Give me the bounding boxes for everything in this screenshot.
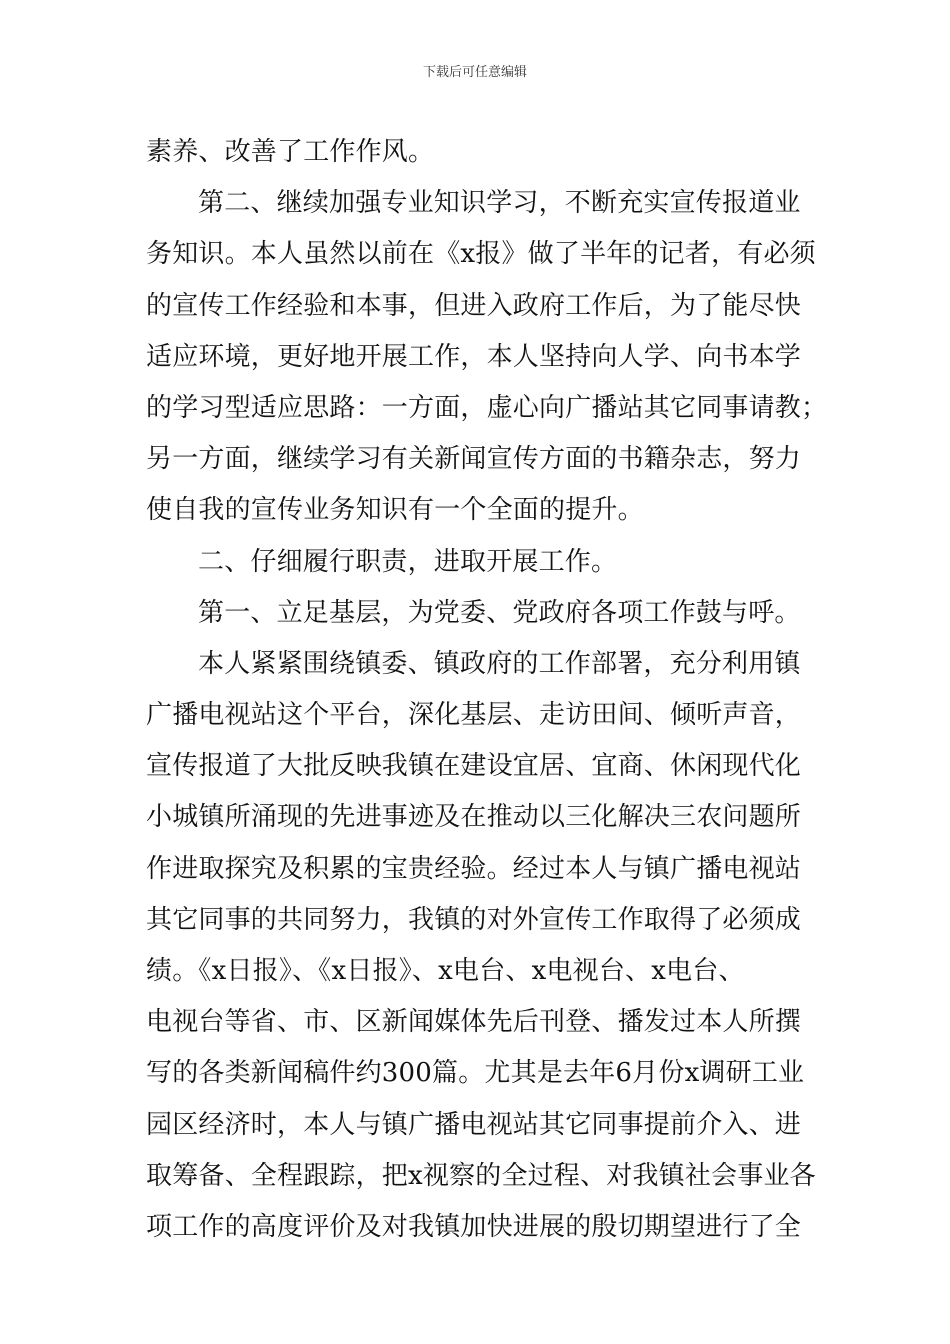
text-line: 电视台等省、市、区新闻媒体先后刊登、播发过本人所撰 [146,1007,802,1038]
page-header: 下载后可任意编辑 [422,65,527,80]
text-line: 务知识。本人虽然以前在《x报》做了半年的记者，有必须 [146,239,816,270]
text-line: 素养、改善了工作作风。 [146,137,435,167]
text-line: 广播电视站这个平台，深化基层、走访田间、倾听声音， [146,700,802,731]
text-line: 取筹备、全程跟踪，把x视察的全过程、对我镇社会事业各 [146,1160,816,1191]
paragraph-start-line: 第二、继续加强专业知识学习，不断充实宣传报道业 [198,188,801,219]
text-line: 的宣传工作经验和本事，但进入政府工作后，为了能尽快 [146,290,802,321]
text-line: 作进取探究及积累的宝贵经验。经过本人与镇广播电视站 [146,853,802,884]
paragraph-start-line: 本人紧紧围绕镇委、镇政府的工作部署，充分利用镇 [198,648,801,679]
text-line: 使自我的宣传业务知识有一个全面的提升。 [146,495,644,526]
text-line: 另一方面，继续学习有关新闻宣传方面的书籍杂志，努力 [146,444,802,475]
text-line: 写的各类新闻稿件约300篇。尤其是去年6月份x调研工业 [146,1058,805,1089]
document-body [146,127,828,1253]
text-line: 适应环境，更好地开展工作，本人坚持向人学、向书本学 [146,341,802,372]
subsection-heading: 第一、立足基层，为党委、党政府各项工作鼓与呼。 [198,597,801,628]
text-line: 的学习型适应思路：一方面，虚心向广播站其它同事请教； [146,392,828,423]
text-line: 宣传报道了大批反映我镇在建设宜居、宜商、休闲现代化 [146,751,802,782]
text-line: 绩。《x日报》、《x日报》、x电台、x电视台、x电台、 [146,956,745,986]
text-line: 小城镇所涌现的先进事迹及在推动以三化解决三农问题所 [146,802,802,833]
text-line: 项工作的高度评价及对我镇加快进展的殷切期望进行了全 [146,1211,802,1242]
text-line: 其它同事的共同努力，我镇的对外宣传工作取得了必须成 [146,904,802,935]
text-line: 园区经济时，本人与镇广播电视站其它同事提前介入、进 [146,1109,802,1140]
section-heading: 二、仔细履行职责，进取开展工作。 [198,546,618,577]
